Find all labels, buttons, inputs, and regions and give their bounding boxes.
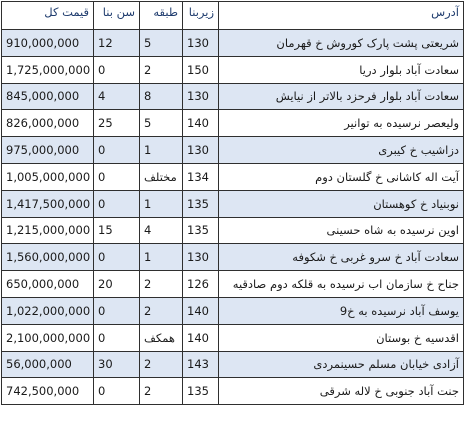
cell-price: 1,022,000,000 [2,297,94,324]
table-row [2,163,464,190]
cell-area: 135 [183,378,219,405]
cell-floor: 4 [140,217,183,244]
listings-table [1,1,464,405]
cell-area: 143 [183,351,219,378]
cell-building-age: 0 [94,324,140,351]
cell-area: 140 [183,297,219,324]
cell-address: اقدسیه خ بوستان [219,324,464,351]
cell-price: 56,000,000 [2,351,94,378]
table-row [2,324,464,351]
cell-area: 150 [183,56,219,83]
cell-price: 1,560,000,000 [2,244,94,271]
cell-floor: 2 [140,297,183,324]
cell-floor: 2 [140,378,183,405]
cell-price: 1,005,000,000 [2,163,94,190]
cell-price: 826,000,000 [2,110,94,137]
cell-price: 650,000,000 [2,271,94,298]
cell-building-age: 0 [94,56,140,83]
cell-address: جناح خ سازمان اب نرسیده به قلکه دوم صادقیه [219,271,464,298]
cell-price: 910,000,000 [2,30,94,57]
cell-building-age: 4 [94,83,140,110]
table-row [2,56,464,83]
cell-area: 126 [183,271,219,298]
cell-building-age: 0 [94,297,140,324]
cell-floor: 5 [140,30,183,57]
cell-address: سعادت آباد خ سرو غربی خ شکوفه [219,244,464,271]
header-row [2,2,464,30]
cell-price: 1,417,500,000 [2,190,94,217]
cell-address: دزاشیب خ کیبری [219,137,464,164]
table-row [2,297,464,324]
cell-area: 135 [183,217,219,244]
cell-address: سعادت آباد بلوار فرحزد بالاتر از نیایش [219,83,464,110]
cell-area: 130 [183,244,219,271]
cell-address: نوبنیاد خ کوهستان [219,190,464,217]
cell-address: شریعتی پشت پارک کوروش خ قهرمان [219,30,464,57]
table-row [2,351,464,378]
cell-floor: 1 [140,137,183,164]
table-row [2,378,464,405]
table-row [2,190,464,217]
header-building-age: سن بنا [94,2,140,30]
cell-address: آزادی خیابان مسلم حسینمردی [219,351,464,378]
cell-floor: 8 [140,83,183,110]
header-address: آدرس [219,2,464,30]
cell-address: آیت اله کاشانی خ گلستان دوم [219,163,464,190]
cell-floor: 2 [140,351,183,378]
cell-price: 975,000,000 [2,137,94,164]
cell-building-age: 12 [94,30,140,57]
table-row [2,83,464,110]
cell-address: سعادت آباد بلوار دریا [219,56,464,83]
cell-address: ولیعصر نرسیده به توانیر [219,110,464,137]
cell-area: 130 [183,30,219,57]
cell-area: 130 [183,83,219,110]
cell-floor: 1 [140,190,183,217]
table-row [2,271,464,298]
cell-building-age: 30 [94,351,140,378]
cell-price: 742,500,000 [2,378,94,405]
cell-price: 2,100,000,000 [2,324,94,351]
cell-area: 140 [183,110,219,137]
cell-address: اوین نرسیده به شاه حسینی [219,217,464,244]
cell-building-age: 15 [94,217,140,244]
cell-building-age: 0 [94,378,140,405]
header-floor: طبقه [140,2,183,30]
cell-floor: 2 [140,56,183,83]
cell-building-age: 0 [94,163,140,190]
cell-floor: همکف [140,324,183,351]
header-price: قیمت کل [2,2,94,30]
cell-building-age: 20 [94,271,140,298]
cell-price: 1,215,000,000 [2,217,94,244]
cell-area: 130 [183,137,219,164]
cell-price: 845,000,000 [2,83,94,110]
cell-floor: مختلف [140,163,183,190]
header-area: زیربنا [183,2,219,30]
cell-floor: 1 [140,244,183,271]
table-row [2,30,464,57]
cell-area: 135 [183,190,219,217]
table-row [2,110,464,137]
cell-area: 140 [183,324,219,351]
cell-address: یوسف آباد نرسیده به خ9 [219,297,464,324]
cell-building-age: 0 [94,190,140,217]
cell-floor: 5 [140,110,183,137]
table-row [2,217,464,244]
cell-area: 134 [183,163,219,190]
cell-address: جنت آباد جنوبی خ لاله شرقی [219,378,464,405]
cell-price: 1,725,000,000 [2,56,94,83]
cell-floor: 2 [140,271,183,298]
table-row [2,137,464,164]
table-row [2,244,464,271]
cell-building-age: 0 [94,137,140,164]
cell-building-age: 0 [94,244,140,271]
cell-building-age: 25 [94,110,140,137]
